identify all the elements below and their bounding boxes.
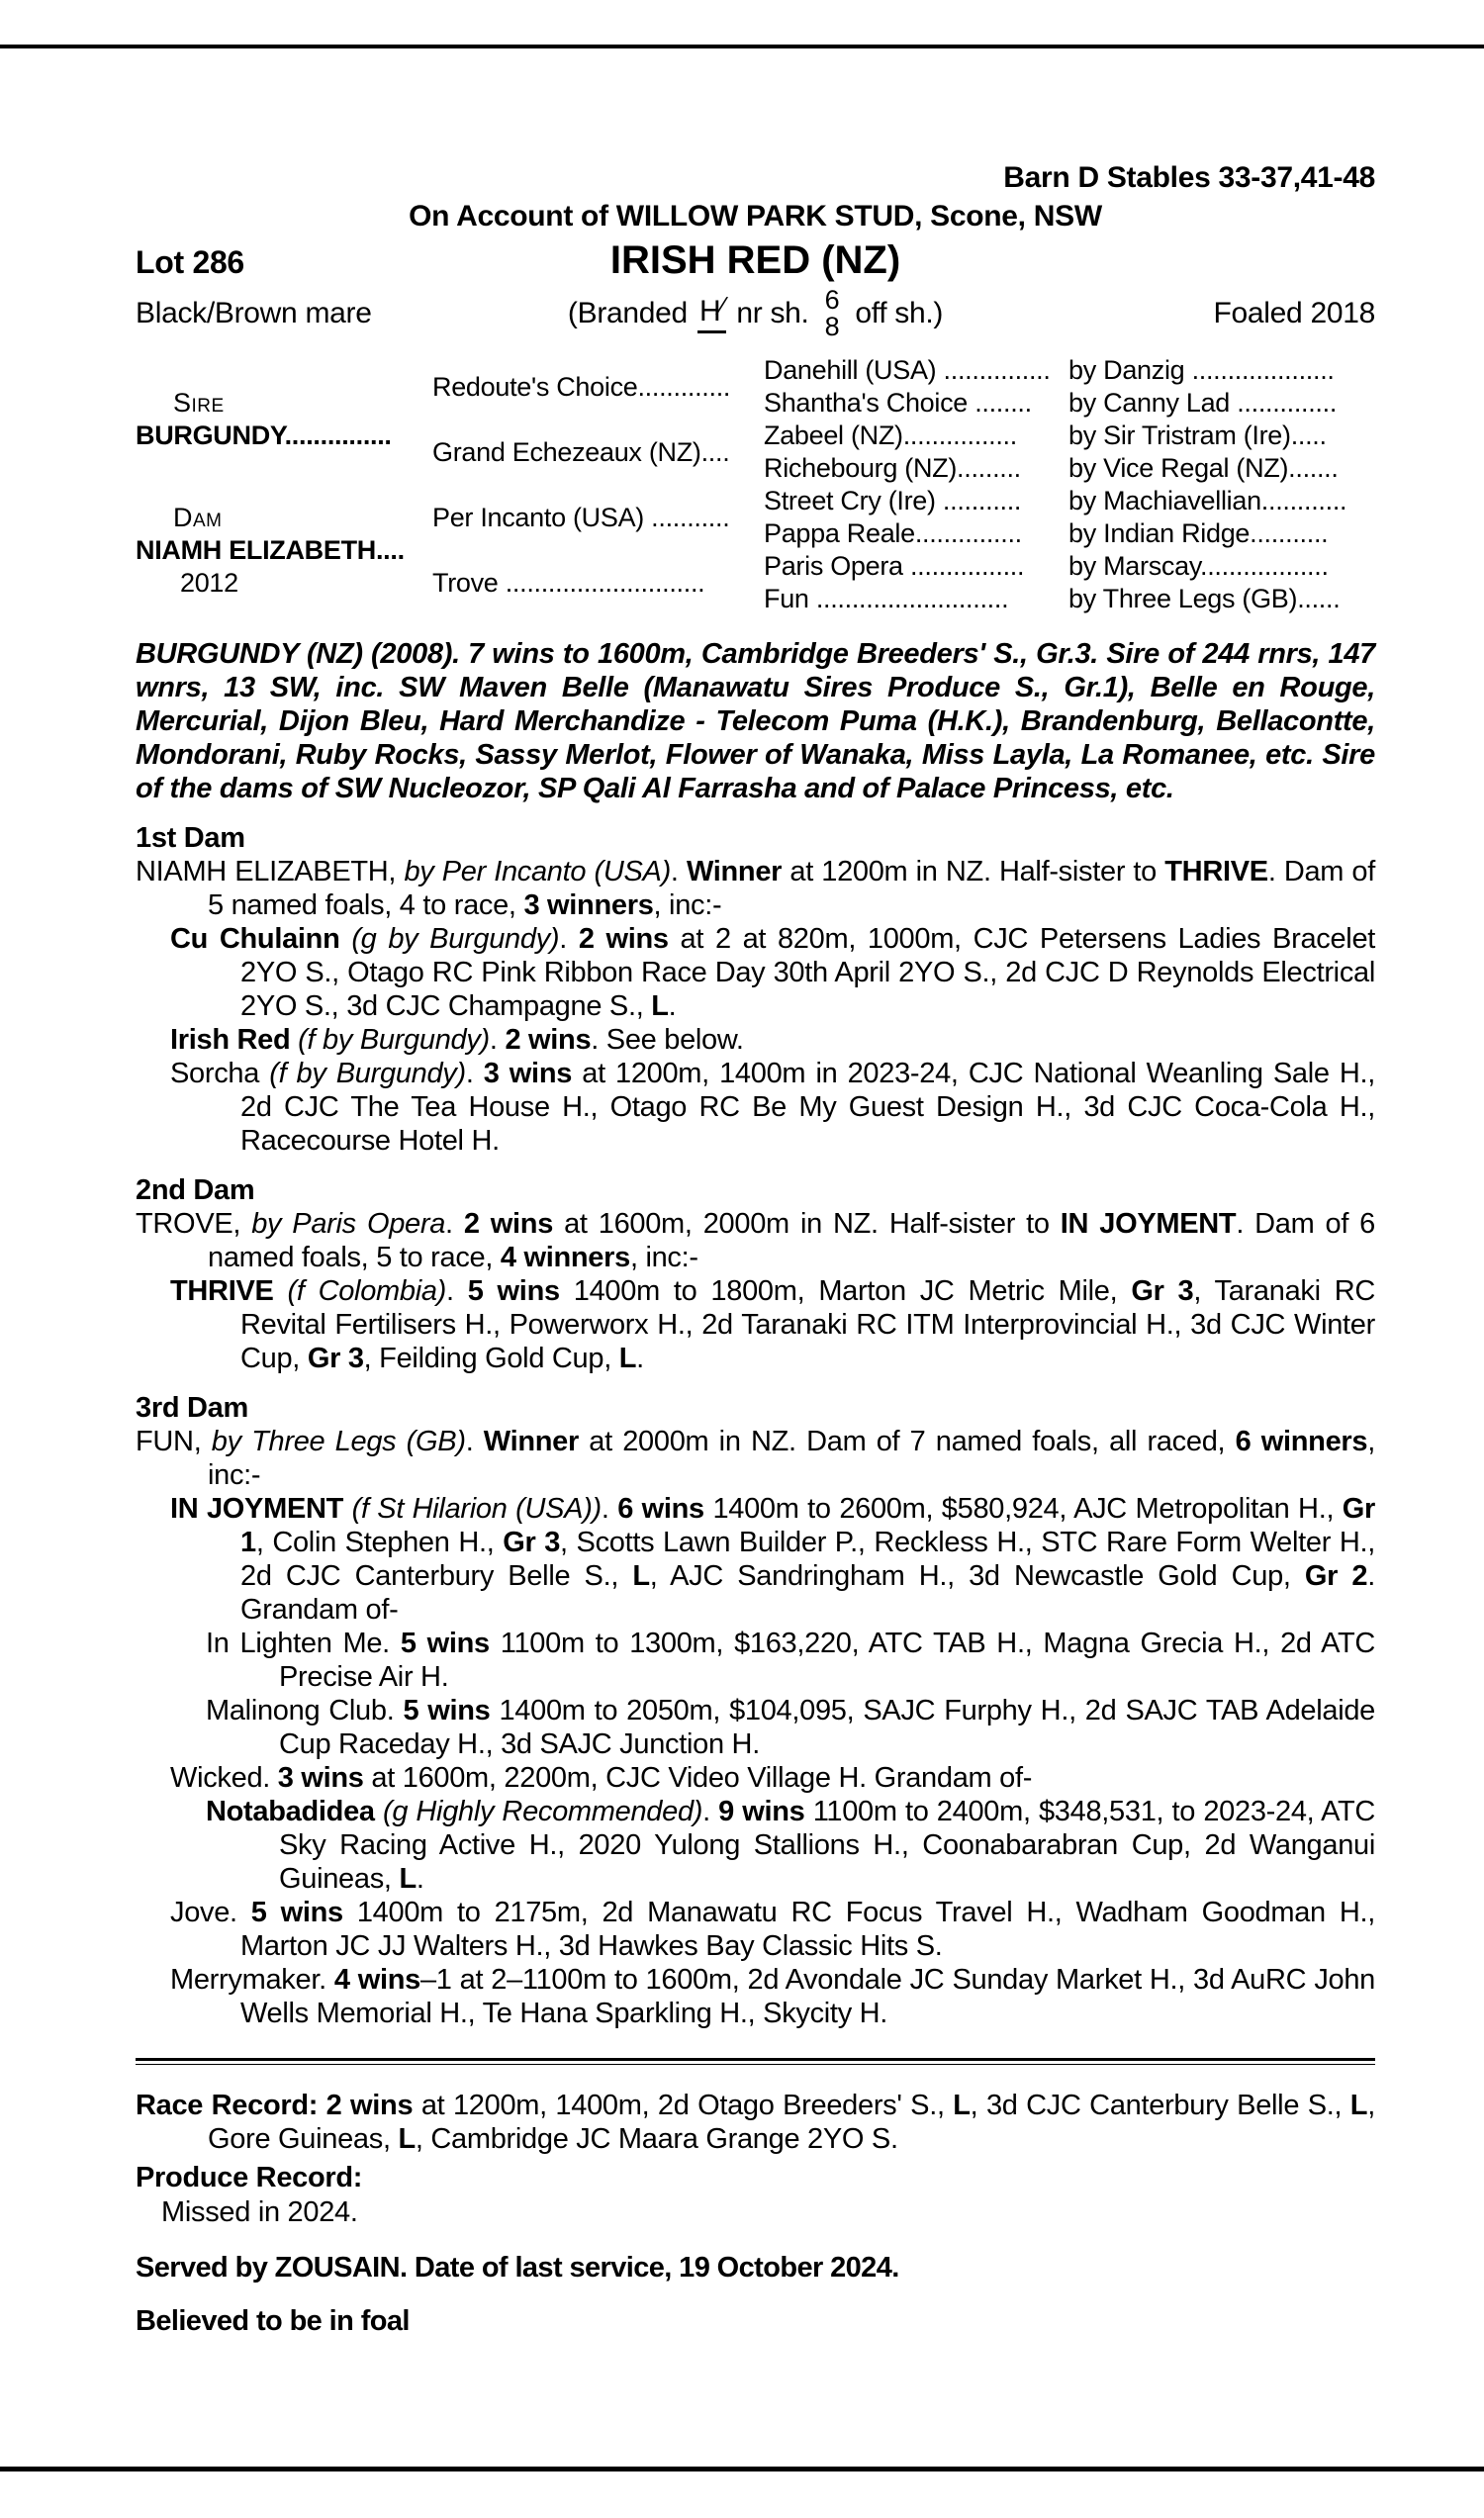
pedigree-gen4-entry: by Marscay.................. bbox=[1068, 551, 1329, 581]
brand-number-bottom: 8 bbox=[824, 312, 840, 341]
text-run: 5 wins bbox=[403, 1695, 491, 1726]
pedigree-gen3-entry: Paris Opera ................ bbox=[764, 551, 1025, 581]
pedigree-gen3-entry: Richebourg (NZ)......... bbox=[764, 453, 1021, 483]
text-run: In Lighten Me. bbox=[206, 1628, 401, 1659]
dam-sections bbox=[136, 821, 1375, 2030]
pedigree-paragraph bbox=[136, 922, 1375, 1023]
horse-info-row bbox=[136, 287, 1375, 340]
lot-number: Lot 286 bbox=[136, 244, 244, 280]
produce-record-item: Missed in 2024. bbox=[161, 2196, 358, 2228]
text-run: 3 wins bbox=[277, 1762, 364, 1794]
text-run: 1100m to 2400m, $348,531, to 2023-24, ATC Sky Racing Active H., 2020 Yulong Stallions H., Coonabarabran Cup, 2d Wanganui Guineas, bbox=[279, 1796, 1376, 1895]
served-by-line: Served by ZOUSAIN. Date of last service, 19 October 2024. bbox=[136, 2252, 899, 2284]
brand-letter: H bbox=[698, 295, 721, 327]
text-run: 2 wins bbox=[505, 1024, 592, 1056]
text-run: . See below. bbox=[591, 1024, 744, 1056]
pedigree-dam-block bbox=[136, 485, 432, 615]
text-run: . bbox=[636, 1343, 644, 1374]
text-run: . bbox=[702, 1796, 719, 1827]
text-run: 3 wins bbox=[483, 1058, 573, 1089]
text-run: Gr 3 bbox=[1131, 1275, 1194, 1307]
pedigree-paragraph bbox=[136, 1694, 1375, 1761]
text-run: (f St Hilarion (USA)) bbox=[351, 1493, 602, 1525]
barn-stables-line: Barn D Stables 33-37,41-48 bbox=[1003, 161, 1375, 194]
text-run: . Dam of 5 named foals, 4 to race, bbox=[208, 856, 1375, 921]
pedigree-gen4-entry: by Canny Lad .............. bbox=[1068, 388, 1338, 418]
text-run: , Cambridge JC Maara Grange 2YO S. bbox=[415, 2123, 898, 2155]
sire-summary-paragraph bbox=[136, 637, 1375, 805]
text-run: at 2 at 820m, 1000m, CJC Petersens Ladies Bracelet 2YO S., Otago RC Pink Ribbon Race Day 30th April 2YO S., 2d CJC D Reynolds Electrical 2YO S., 3d CJC Champagne S., bbox=[240, 923, 1376, 1022]
pedigree-gen3-entry: Pappa Reale............... bbox=[764, 518, 1022, 548]
text-run: , inc:- bbox=[653, 889, 722, 921]
foaled-year: Foaled 2018 bbox=[1213, 297, 1375, 329]
text-run: by Per Incanto (USA) bbox=[404, 856, 671, 887]
text-run: (f by Burgundy) bbox=[269, 1058, 466, 1089]
pedigree-table bbox=[136, 354, 1375, 615]
text-run: 4 wins bbox=[333, 1964, 420, 1996]
section-divider-rule bbox=[136, 2058, 1375, 2065]
text-run: Sorcha bbox=[170, 1058, 270, 1089]
text-run: 5 wins bbox=[250, 1897, 343, 1928]
dam-section-heading: 3rd Dam bbox=[136, 1392, 248, 1424]
pedigree-paragraph bbox=[136, 1795, 1375, 1896]
text-run: . bbox=[465, 1058, 484, 1089]
text-run: THRIVE bbox=[170, 1275, 274, 1307]
text-run: Race Record: 2 wins bbox=[136, 2090, 414, 2121]
dam-name: NIAMH ELIZABETH.... bbox=[136, 534, 405, 565]
text-run: 1400m to 1800m, Marton JC Metric Mile, bbox=[559, 1275, 1132, 1307]
text-run: Gr 3 bbox=[503, 1527, 561, 1558]
text-run: Wicked. bbox=[170, 1762, 278, 1794]
pedigree-gen4-entry: by Three Legs (GB)...... bbox=[1068, 584, 1341, 613]
text-run: . Grandam of- bbox=[240, 1560, 1375, 1626]
text-run: . bbox=[668, 990, 677, 1022]
pedigree-paragraph bbox=[136, 1057, 1375, 1158]
pedigree-paragraph bbox=[136, 1425, 1375, 1492]
text-run: , Taranaki RC Revital Fertilisers H., Powerworx H., 2d Taranaki RC ITM Interprovincial H., 3d CJC Winter Cup, bbox=[240, 1275, 1375, 1374]
pedigree-gen2-entry: Redoute's Choice............. bbox=[432, 371, 731, 402]
pedigree-sire-block bbox=[136, 354, 432, 485]
text-run: NIAMH ELIZABETH, bbox=[136, 856, 405, 887]
catalogue-page-content bbox=[0, 159, 1484, 2338]
text-run: at 2000m in NZ. Dam of 7 named foals, all raced, bbox=[579, 1426, 1236, 1457]
text-run: , Scotts Lawn Builder P., Reckless H., STC Rare Form Welter H., 2d CJC Canterbury Belle S., bbox=[240, 1527, 1375, 1592]
pedigree-gen3-entry: Fun ........................... bbox=[764, 584, 1009, 613]
text-run: . bbox=[489, 1024, 506, 1056]
text-run: Gr 2 bbox=[1304, 1560, 1368, 1592]
text-run: , Colin Stephen H., bbox=[255, 1527, 504, 1558]
text-run: IN JOYMENT bbox=[1060, 1208, 1237, 1240]
text-run: Gr 3 bbox=[307, 1343, 364, 1374]
text-run: 3 winners bbox=[523, 889, 654, 921]
text-run: Malinong Club. bbox=[206, 1695, 404, 1726]
pedigree-gen2-entry: Trove ............................ bbox=[432, 567, 705, 598]
dam-section-heading: 1st Dam bbox=[136, 822, 245, 854]
text-run: TROVE, bbox=[136, 1208, 252, 1240]
text-run: 2 wins bbox=[463, 1208, 554, 1240]
text-run: , Gore Guineas, bbox=[208, 2090, 1375, 2155]
text-run bbox=[343, 1493, 352, 1525]
dam-section-heading: 2nd Dam bbox=[136, 1174, 255, 1206]
pedigree-paragraph bbox=[136, 1492, 1375, 1627]
brand-slash-glyph: ∕ bbox=[720, 291, 725, 321]
text-run: 1400m to 2050m, $104,095, SAJC Furphy H., 2d SAJC TAB Adelaide Cup Raceday H., 3d SAJC Junction H. bbox=[279, 1695, 1376, 1760]
text-run: (g Highly Recommended) bbox=[382, 1796, 703, 1827]
text-run: Irish Red bbox=[170, 1024, 291, 1056]
near-shoulder-brand-mark bbox=[697, 291, 726, 333]
pedigree-gen3-entry: Shantha's Choice ........ bbox=[764, 388, 1032, 418]
pedigree-gen4-entry: by Danzig .................... bbox=[1068, 355, 1335, 385]
sire-label: Sire bbox=[173, 388, 225, 418]
pedigree-gen4-entry: by Sir Tristram (Ire)..... bbox=[1068, 420, 1327, 450]
text-run: 1400m to 2600m, $580,924, AJC Metropolitan H., bbox=[703, 1493, 1343, 1525]
brand-description bbox=[452, 287, 1059, 340]
text-run: by Paris Opera bbox=[251, 1208, 446, 1240]
text-run: , inc:- bbox=[208, 1426, 1375, 1491]
text-run: . bbox=[445, 1208, 464, 1240]
text-run: L bbox=[1349, 2090, 1368, 2121]
pedigree-gen3-entry: Danehill (USA) ............... bbox=[764, 355, 1051, 385]
text-run: 9 wins bbox=[718, 1796, 805, 1827]
pedigree-paragraph bbox=[136, 1963, 1375, 2030]
text-run: 1100m to 1300m, $163,220, ATC TAB H., Magna Grecia H., 2d ATC Precise Air H. bbox=[279, 1628, 1376, 1693]
text-run: 4 winners bbox=[500, 1242, 630, 1273]
text-run: –1 at 2–1100m to 1600m, 2d Avondale JC Sunday Market H., 3d AuRC John Wells Memorial H., Te Hana Sparkling H., Skycity H. bbox=[240, 1964, 1376, 2029]
text-run: . bbox=[465, 1426, 484, 1457]
text-run: . bbox=[601, 1493, 618, 1525]
horse-description: Black/Brown mare bbox=[136, 297, 372, 329]
text-run: Gr 1 bbox=[240, 1493, 1376, 1558]
off-shoulder-label: off sh.) bbox=[855, 297, 944, 329]
text-run: Merrymaker. bbox=[170, 1964, 334, 1996]
pedigree-paragraph bbox=[136, 1023, 1375, 1057]
pedigree-gen4-entry: by Indian Ridge........... bbox=[1068, 518, 1329, 548]
text-run: Notabadidea bbox=[206, 1796, 375, 1827]
title-row bbox=[136, 238, 1375, 283]
dam-year: 2012 bbox=[180, 567, 238, 598]
text-run: . bbox=[446, 1275, 468, 1307]
text-run: 2 wins bbox=[578, 923, 669, 955]
text-run: . bbox=[670, 856, 687, 887]
text-run: . bbox=[416, 1863, 424, 1895]
text-run: L bbox=[953, 2090, 971, 2121]
text-run: BURGUNDY (NZ) (2008). 7 wins to 1600m, Cambridge Breeders' S., Gr.3. Sire of 244 rnrs, 147 wnrs, 13 SW, inc. SW Maven Belle (Manawatu Sires Produce S., Gr.1), Belle en Rouge, Mercurial, Dijon Bleu, Hard Merchandize - Telecom Puma (H.K.), Brandenburg, Bellacontte, Mondorani, Ruby Rocks, Sassy Merlot, Flower of Wanaka, Miss Layla, La Romanee, etc. Sire of the dams of SW Nucleozor, SP Qali Al Farrasha and of Palace Princess, etc. bbox=[136, 638, 1375, 804]
text-run: , 3d CJC Canterbury Belle S., bbox=[970, 2090, 1350, 2121]
text-run: L bbox=[399, 1863, 417, 1895]
pedigree-paragraph bbox=[136, 1207, 1375, 1274]
dam-label: Dam bbox=[173, 502, 223, 532]
text-run: at 1200m in NZ. Half-sister to bbox=[782, 856, 1165, 887]
pedigree-gen2-entry: Grand Echezeaux (NZ).... bbox=[432, 436, 730, 467]
text-run: L bbox=[618, 1343, 637, 1374]
text-run: at 1600m, 2000m in NZ. Half-sister to bbox=[553, 1208, 1061, 1240]
pedigree-gen3-entry: Street Cry (Ire) ........... bbox=[764, 486, 1022, 515]
text-run: Winner bbox=[483, 1426, 579, 1457]
pedigree-gen4-entry: by Machiavellian............ bbox=[1068, 486, 1347, 515]
text-run bbox=[340, 923, 352, 955]
text-run: 5 wins bbox=[467, 1275, 560, 1307]
text-run: , Feilding Gold Cup, bbox=[363, 1343, 619, 1374]
text-run: 6 winners bbox=[1235, 1426, 1368, 1457]
brand-number-top: 6 bbox=[824, 285, 840, 315]
horse-name: IRISH RED (NZ) bbox=[609, 238, 901, 282]
text-run: , inc:- bbox=[629, 1242, 698, 1273]
text-run: at 1600m, 2200m, CJC Video Village H. Grandam of- bbox=[363, 1762, 1033, 1794]
text-run: by Three Legs (GB) bbox=[211, 1426, 466, 1457]
pedigree-gen2-entry: Per Incanto (USA) ........... bbox=[432, 502, 730, 532]
believed-in-foal-line: Believed to be in foal bbox=[136, 2305, 410, 2337]
text-run: L bbox=[651, 990, 669, 1022]
text-run: (f by Burgundy) bbox=[298, 1024, 490, 1056]
text-run: . Dam of 6 named foals, 5 to race, bbox=[208, 1208, 1376, 1273]
pedigree-paragraph bbox=[136, 855, 1375, 922]
text-run: 5 wins bbox=[400, 1628, 490, 1659]
pedigree-gen3-entry: Zabeel (NZ)................ bbox=[764, 420, 1017, 450]
produce-record-heading: Produce Record: bbox=[136, 2162, 363, 2193]
bottom-border-rule bbox=[0, 2467, 1484, 2471]
pedigree-gen4-entry: by Vice Regal (NZ)....... bbox=[1068, 453, 1339, 483]
text-run: (g by Burgundy) bbox=[351, 923, 560, 955]
text-run: 6 wins bbox=[617, 1493, 704, 1525]
race-record-paragraph bbox=[136, 2089, 1375, 2156]
text-run: Winner bbox=[686, 856, 783, 887]
text-run bbox=[274, 1275, 288, 1307]
text-run: , AJC Sandringham H., 3d Newcastle Gold Cup, bbox=[649, 1560, 1305, 1592]
text-run: THRIVE bbox=[1164, 856, 1268, 887]
text-run: Cu Chulainn bbox=[170, 923, 340, 955]
text-run: (f Colombia) bbox=[287, 1275, 447, 1307]
text-run: at 1200m, 1400m, 2d Otago Breeders' S., bbox=[413, 2090, 954, 2121]
vendor-account-line: On Account of WILLOW PARK STUD, Scone, NSW bbox=[409, 200, 1102, 233]
sire-name: BURGUNDY............... bbox=[136, 420, 392, 450]
near-shoulder-label: nr sh. bbox=[736, 297, 809, 329]
text-run: at 1200m, 1400m in 2023-24, CJC National Weanling Sale H., 2d CJC The Tea House H., Otago RC Be My Guest Design H., 3d CJC Coca-Cola H., Racecourse Hotel H. bbox=[240, 1058, 1376, 1157]
text-run: IN JOYMENT bbox=[170, 1493, 344, 1525]
text-run: 1400m to 2175m, 2d Manawatu RC Focus Travel H., Wadham Goodman H., Marton JC JJ Walters H., 3d Hawkes Bay Classic Hits S. bbox=[240, 1897, 1376, 1962]
text-run: L bbox=[632, 1560, 650, 1592]
top-border-rule bbox=[0, 45, 1484, 48]
text-run: Jove. bbox=[170, 1897, 251, 1928]
text-run: . bbox=[559, 923, 579, 955]
text-run: L bbox=[398, 2123, 416, 2155]
pedigree-paragraph bbox=[136, 1274, 1375, 1375]
pedigree-paragraph bbox=[136, 1896, 1375, 1963]
off-shoulder-brand-numbers bbox=[825, 287, 840, 340]
text-run: FUN, bbox=[136, 1426, 212, 1457]
text-run bbox=[375, 1796, 383, 1827]
branded-prefix: (Branded bbox=[567, 297, 688, 329]
pedigree-paragraph bbox=[136, 1761, 1375, 1795]
pedigree-paragraph bbox=[136, 1627, 1375, 1694]
text-run bbox=[290, 1024, 298, 1056]
